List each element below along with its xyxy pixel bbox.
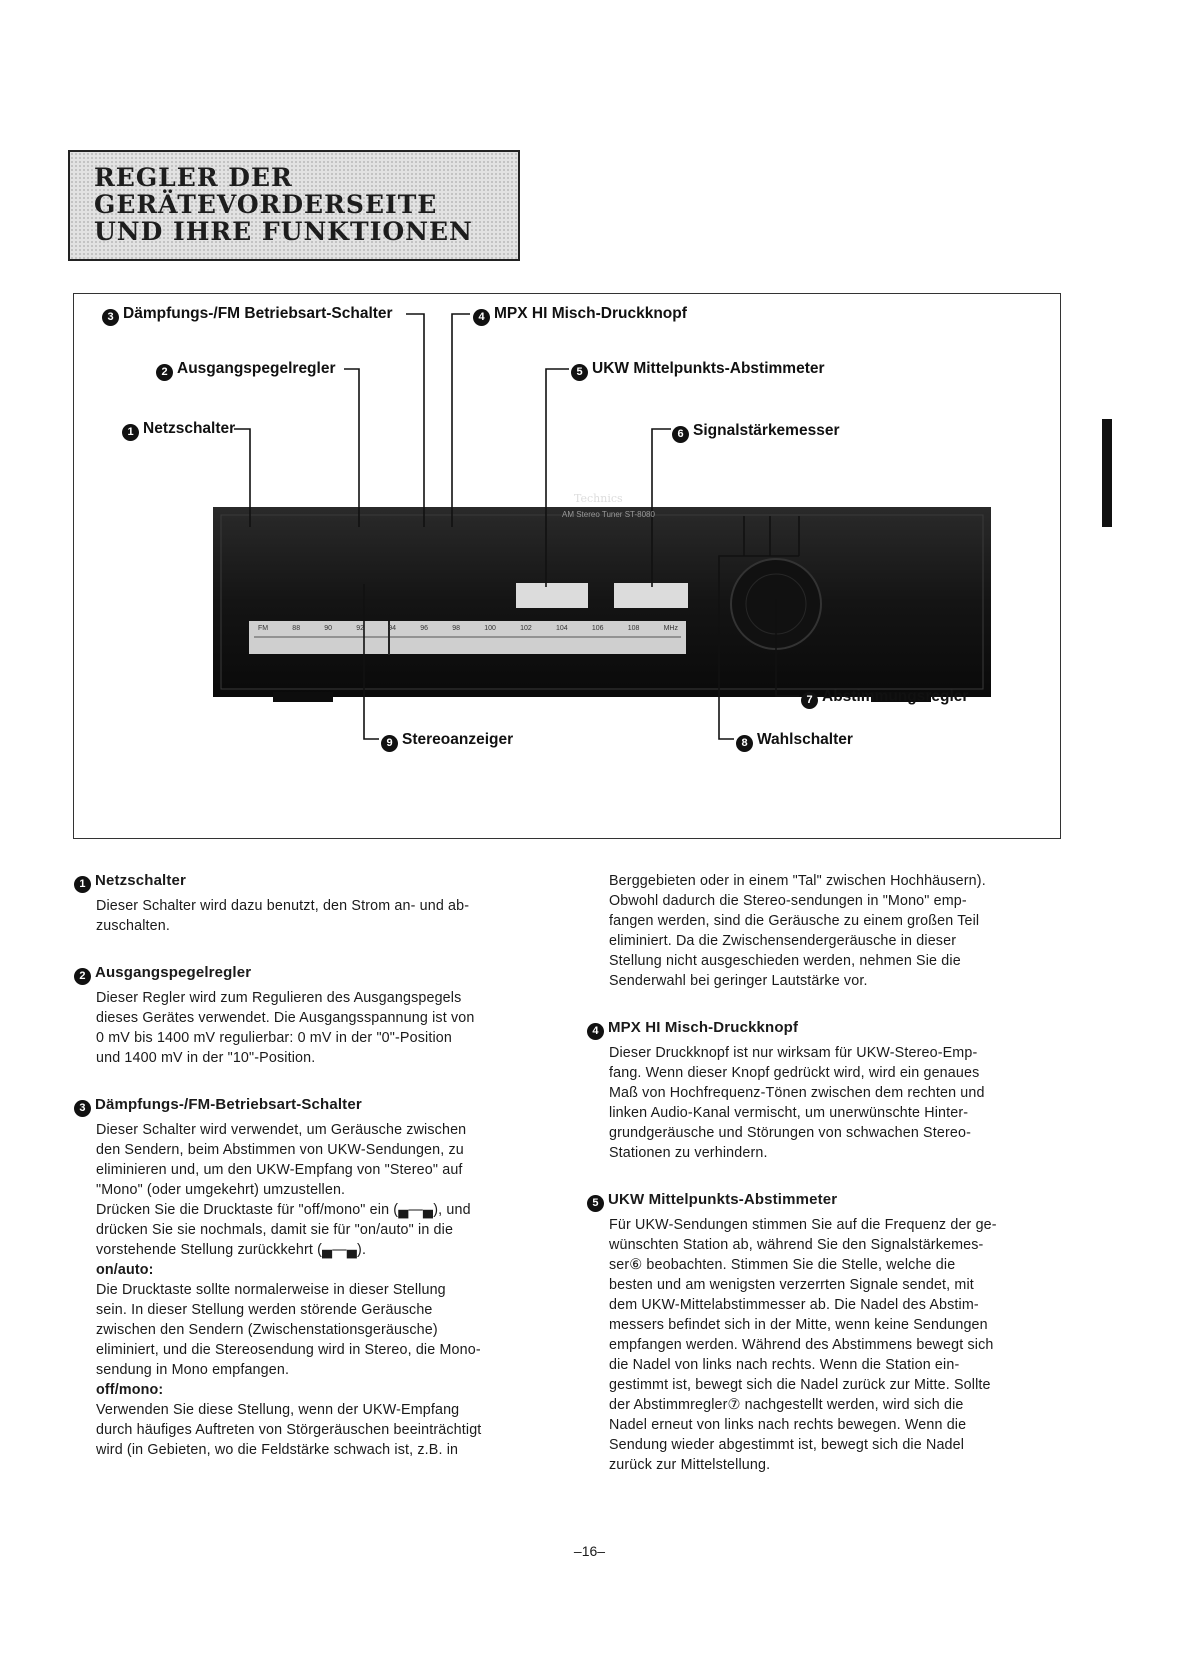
section-line: Dieser Druckknopf ist nur wirksam für UKW-Stereo-Emp- xyxy=(609,1045,978,1061)
callout-2 xyxy=(156,360,336,381)
section-line: zurück zur Mittelstellung. xyxy=(609,1457,771,1473)
section-daempfungs-schalter xyxy=(74,1095,544,1460)
title-line-2: GERÄTEVORDERSEITE xyxy=(94,190,438,219)
section-line: besten und am wenigsten verzerrten Signale sendet, mit xyxy=(609,1277,974,1293)
right-column xyxy=(587,871,1057,1502)
section-line: fangen werden, sind die Geräusche zu einem großen Teil xyxy=(609,913,980,929)
section-line: der Abstimmregler⑦ nachgestellt werden, wird sich die xyxy=(609,1397,964,1413)
callout-number: 4 xyxy=(473,309,490,326)
callout-text: Wahlschalter xyxy=(757,731,853,748)
callout-text: Ausgangspegelregler xyxy=(177,360,336,377)
page-title xyxy=(70,152,518,245)
section-line: Die Drucktaste sollte normalerweise in dieser Stellung xyxy=(96,1282,446,1298)
section-line: Senderwahl bei geringer Lautstärke vor. xyxy=(609,973,868,989)
callout-number: 3 xyxy=(102,309,119,326)
callout-6 xyxy=(672,422,839,443)
section-number: 5 xyxy=(587,1195,604,1212)
section-line: sendung in Mono empfangen. xyxy=(96,1362,290,1378)
section-line: wünschten Station ab, während Sie den Signalstärkemes- xyxy=(609,1237,984,1253)
section-title: Netzschalter xyxy=(95,872,187,889)
section-continuation xyxy=(587,871,1057,991)
callout-7 xyxy=(801,688,968,709)
section-line: eliminieren und, um den UKW-Empfang von "Stereo" auf xyxy=(96,1162,463,1178)
section-line: 0 mV bis 1400 mV regulierbar: 0 mV in der "0"-Position xyxy=(96,1030,452,1046)
section-ukw-abstimmeter xyxy=(587,1190,1057,1475)
callout-number: 7 xyxy=(801,692,818,709)
dial-num: 100 xyxy=(484,625,496,632)
section-line: fang. Wenn dieser Knopf gedrückt wird, wird ein genaues xyxy=(609,1065,980,1081)
section-heading xyxy=(587,1018,1057,1040)
section-title: UKW Mittelpunkts-Abstimmeter xyxy=(608,1191,838,1208)
section-ausgangspegelregler xyxy=(74,963,544,1068)
section-line: wird (in Gebieten, wo die Feldstärke schwach ist, z.B. in xyxy=(96,1442,459,1458)
section-line: Für UKW-Sendungen stimmen Sie auf die Frequenz der ge- xyxy=(609,1217,997,1233)
section-line: Dieser Schalter wird verwendet, um Geräusche zwischen xyxy=(96,1122,467,1138)
section-line: den Sendern, beim Abstimmen von UKW-Sendungen, zu xyxy=(96,1142,464,1158)
dial-numbers xyxy=(258,625,678,632)
callout-4 xyxy=(473,305,687,326)
section-line: Verwenden Sie diese Stellung, wenn der UKW-Empfang xyxy=(96,1402,460,1418)
subheading-off-mono: off/mono: xyxy=(96,1382,164,1398)
section-netzschalter xyxy=(74,871,544,936)
section-heading xyxy=(74,1095,544,1117)
model-text: AM Stereo Tuner ST-8080 xyxy=(562,510,655,519)
section-line: eliminiert, und die Stereosendung wird in Stereo, die Mono- xyxy=(96,1342,481,1358)
section-line: die Nadel von links nach rechts. Wenn die Station ein- xyxy=(609,1357,960,1373)
title-line-3: UND IHRE FUNKTIONEN xyxy=(94,217,473,246)
dial-num: 108 xyxy=(627,625,640,632)
section-line: messers befindet sich in der Mitte, wenn keine Sendungen xyxy=(609,1317,988,1333)
dial-num: 88 xyxy=(292,625,301,632)
front-panel-figure xyxy=(73,293,1061,839)
dial-num: MHz xyxy=(663,625,678,632)
callout-9 xyxy=(381,731,513,752)
section-mpx-hi xyxy=(587,1018,1057,1163)
dial-num: 98 xyxy=(452,625,461,632)
section-title: Dämpfungs-/FM-Betriebsart-Schalter xyxy=(95,1096,362,1113)
subheading-on-auto: on/auto: xyxy=(96,1262,154,1278)
section-line: linken Audio-Kanal vermischt, um unerwünschte Hinter- xyxy=(609,1105,969,1121)
callout-3 xyxy=(102,305,393,326)
section-line: Berggebieten oder in einem "Tal" zwischen Hochhäusern). xyxy=(609,873,986,889)
side-thumb-bar xyxy=(1102,419,1112,527)
section-heading xyxy=(74,871,544,893)
section-line: sein. In dieser Stellung werden störende Geräusche xyxy=(96,1302,433,1318)
dial-num: 92 xyxy=(356,625,365,632)
section-line: Maß von Hochfrequenz-Tönen zwischen dem rechten und xyxy=(609,1085,985,1101)
section-line: Stellung nicht ausgeschieden werden, nehmen Sie die xyxy=(609,953,961,969)
callout-text: MPX HI Misch-Druckknopf xyxy=(494,305,687,322)
section-number: 1 xyxy=(74,876,91,893)
section-line: "Mono" (oder umgekehrt) umzustellen. xyxy=(96,1182,346,1198)
dial-num: 106 xyxy=(591,625,604,632)
section-line: grundgeräusche und Störungen von schwachen Stereo- xyxy=(609,1125,971,1141)
callout-text: Signalstärkemesser xyxy=(693,422,840,439)
section-line: Dieser Regler wird zum Regulieren des Ausgangspegels xyxy=(96,990,462,1006)
signal-meter xyxy=(614,583,688,608)
callout-8 xyxy=(736,731,853,752)
section-title: Ausgangspegelregler xyxy=(95,964,252,981)
section-number: 2 xyxy=(74,968,91,985)
left-column xyxy=(74,871,544,1487)
dial-num: 90 xyxy=(324,625,333,632)
section-line: vorstehende Stellung zurückkehrt (▄—▄). xyxy=(96,1242,367,1258)
section-line: und 1400 mV in der "10"-Position. xyxy=(96,1050,316,1066)
section-line: Sendung wieder abgestimmt ist, bewegt sich die Nadel xyxy=(609,1437,965,1453)
section-line: Nadel erneut von links nach rechts bewegen. Wenn die xyxy=(609,1417,967,1433)
section-number: 4 xyxy=(587,1023,604,1040)
section-line: zuschalten. xyxy=(96,918,170,934)
callout-number: 9 xyxy=(381,735,398,752)
section-line: Dieser Schalter wird dazu benutzt, den Strom an- und ab- xyxy=(96,898,470,914)
tuner-body xyxy=(213,507,991,697)
section-line: Stationen zu verhindern. xyxy=(609,1145,768,1161)
tuning-meter xyxy=(516,583,588,608)
section-line: ser⑥ beobachten. Stimmen Sie die Stelle, welche die xyxy=(609,1257,956,1273)
section-line: Drücken Sie die Drucktaste für "off/mono" ein (▄—▄), und xyxy=(96,1202,471,1218)
dial-num: 102 xyxy=(520,625,532,632)
callout-number: 5 xyxy=(571,364,588,381)
callout-1 xyxy=(122,420,235,441)
title-line-1: REGLER DER xyxy=(94,163,293,192)
section-line: dem UKW-Mittelabstimmesser ab. Die Nadel des Abstim- xyxy=(609,1297,979,1313)
section-heading xyxy=(74,963,544,985)
page-number: –16– xyxy=(573,1543,606,1559)
dial-num: 96 xyxy=(420,625,429,632)
section-line: empfangen werden. Während des Abstimmens bewegt sich xyxy=(609,1337,994,1353)
callout-number: 6 xyxy=(672,426,689,443)
section-line: zwischen den Sendern (Zwischenstationsgeräusche) xyxy=(96,1322,438,1338)
title-box xyxy=(68,150,520,261)
callout-text: Netzschalter xyxy=(143,420,236,437)
dial-num: 94 xyxy=(388,625,397,632)
section-line: dieses Gerätes verwendet. Die Ausgangsspannung ist von xyxy=(96,1010,475,1026)
dial-num: FM xyxy=(258,625,269,632)
section-number: 3 xyxy=(74,1100,91,1117)
section-line: Obwohl dadurch die Stereo-sendungen in "Mono" emp- xyxy=(609,893,967,909)
brand-text: Technics xyxy=(574,492,623,505)
section-line: gestimmt ist, bewegt sich die Nadel zurück zur Mitte. Sollte xyxy=(609,1377,991,1393)
callout-text: Stereoanzeiger xyxy=(402,731,514,748)
section-line: drücken Sie sie nochmals, damit sie für "on/auto" in die xyxy=(96,1222,454,1238)
dial-num: 104 xyxy=(555,625,568,632)
callout-number: 8 xyxy=(736,735,753,752)
callout-number: 1 xyxy=(122,424,139,441)
callout-text: Abstimmungsregler xyxy=(822,688,969,705)
section-line: durch häufiges Auftreten von Störgeräuschen beeinträchtigt xyxy=(96,1422,482,1438)
section-heading xyxy=(587,1190,1057,1212)
section-title: MPX HI Misch-Druckknopf xyxy=(608,1019,799,1036)
section-line: eliminiert. Da die Zwischensendergeräusche in dieser xyxy=(609,933,957,949)
callout-5 xyxy=(571,360,825,381)
callout-text: UKW Mittelpunkts-Abstimmeter xyxy=(592,360,825,377)
callout-number: 2 xyxy=(156,364,173,381)
callout-text: Dämpfungs-/FM Betriebsart-Schalter xyxy=(123,305,393,322)
